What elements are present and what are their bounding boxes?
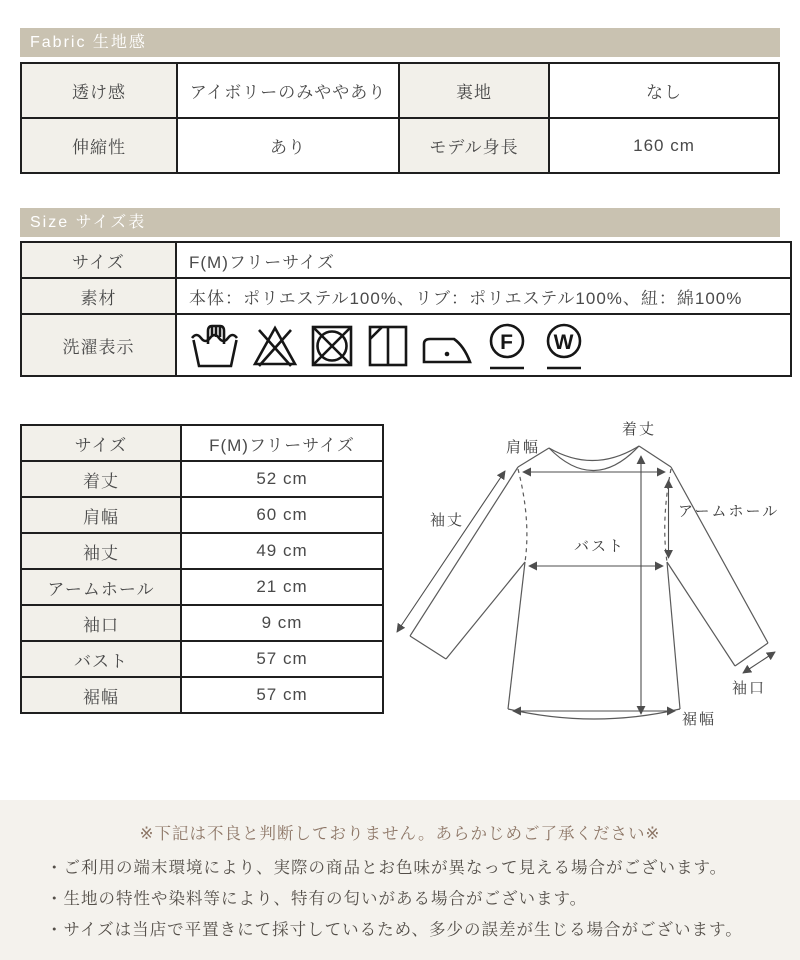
measure-value-bust: 57 cm	[181, 641, 383, 677]
measure-value-armhole: 21 cm	[181, 569, 383, 605]
hand-wash-icon	[189, 323, 241, 369]
measurements-table	[20, 424, 384, 714]
table-row	[21, 118, 779, 173]
measure-label-body-length: 着丈	[21, 461, 181, 497]
line-dry-in-shade-icon	[366, 323, 410, 369]
fabric-section-header	[20, 28, 780, 57]
care-icons-cell	[176, 314, 791, 376]
fabric-value-model-height: 160 cm	[549, 118, 779, 173]
size-value: F(M)フリーサイズ	[176, 242, 791, 278]
material-value: 本体：ポリエステル100%、リブ：ポリエステル100%、紐：綿100%	[176, 278, 791, 314]
diagram-label-bust: バスト	[574, 538, 626, 555]
measure-value-cuff: 9 cm	[181, 605, 383, 641]
measure-value-body-length: 52 cm	[181, 461, 383, 497]
measure-label-sleeve-length: 袖丈	[21, 533, 181, 569]
measure-value-shoulder: 60 cm	[181, 497, 383, 533]
size-info-table	[20, 241, 792, 377]
table-row	[21, 605, 383, 641]
fabric-label-stretch: 伸縮性	[21, 118, 177, 173]
table-row	[21, 569, 383, 605]
fabric-table	[20, 62, 780, 174]
table-row	[21, 425, 383, 461]
diagram-label-body-length: 着丈	[622, 421, 657, 438]
garment-measurement-diagram	[390, 412, 792, 758]
diagram-label-sleeve-length: 袖丈	[430, 512, 465, 529]
fabric-value-sheerness: アイボリーのみややあり	[177, 63, 399, 118]
note-item: ・ご利用の端末環境により、実際の商品とお色味が異なって見える場合がございます。	[46, 859, 728, 877]
table-row	[21, 461, 383, 497]
svg-text:W: W	[553, 331, 575, 354]
do-not-tumble-dry-icon	[309, 323, 355, 369]
fabric-label-sheerness: 透け感	[21, 63, 177, 118]
sleeve-length-arrow	[397, 471, 505, 632]
measure-value-hem-width: 57 cm	[181, 677, 383, 713]
table-row	[21, 242, 791, 278]
do-not-bleach-icon	[252, 323, 298, 369]
care-icons-strip	[189, 319, 782, 371]
notes-heading: ※下記は不良と判断しておりません。あらかじめご了承ください※	[139, 825, 661, 843]
table-row	[21, 278, 791, 314]
note-item: ・サイズは当店で平置きにて採寸しているため、多少の誤差が生じる場合がございます。	[46, 921, 743, 939]
measure-label-armhole: アームホール	[21, 569, 181, 605]
care-label: 洗濯表示	[21, 314, 176, 376]
measure-label-cuff: 袖口	[21, 605, 181, 641]
size-section-title: Size サイズ表	[30, 214, 147, 231]
material-label: 素材	[21, 278, 176, 314]
fabric-section-title: Fabric 生地感	[30, 34, 147, 51]
diagram-label-shoulder-width: 肩幅	[506, 439, 541, 456]
table-row	[21, 533, 383, 569]
measure-header-label: サイズ	[21, 425, 181, 461]
dry-clean-f-gentle-icon	[484, 321, 530, 371]
fabric-label-lining: 裏地	[399, 63, 549, 118]
svg-text:F: F	[500, 331, 514, 354]
size-section-header	[20, 208, 780, 237]
measure-value-sleeve-length: 49 cm	[181, 533, 383, 569]
measure-label-bust: バスト	[21, 641, 181, 677]
cuff-arrow	[743, 652, 775, 673]
fabric-label-model-height: モデル身長	[399, 118, 549, 173]
notes-section	[0, 800, 800, 960]
fabric-value-lining: なし	[549, 63, 779, 118]
measure-label-hem-width: 裾幅	[21, 677, 181, 713]
table-row	[21, 677, 383, 713]
table-row	[21, 314, 791, 376]
measure-label-shoulder: 肩幅	[21, 497, 181, 533]
note-item: ・生地の特性や染料等により、特有の匂いがある場合がございます。	[46, 890, 588, 908]
size-label: サイズ	[21, 242, 176, 278]
measure-header-value: F(M)フリーサイズ	[181, 425, 383, 461]
garment-outline	[410, 446, 768, 719]
diagram-label-hem-width: 裾幅	[682, 711, 717, 728]
fabric-value-stretch: あり	[177, 118, 399, 173]
diagram-label-cuff: 袖口	[732, 680, 767, 697]
table-row	[21, 497, 383, 533]
table-row	[21, 63, 779, 118]
table-row	[21, 641, 383, 677]
diagram-label-armhole: アームホール	[678, 503, 780, 520]
iron-low-heat-icon	[421, 323, 473, 369]
wet-clean-w-gentle-icon	[541, 321, 587, 371]
